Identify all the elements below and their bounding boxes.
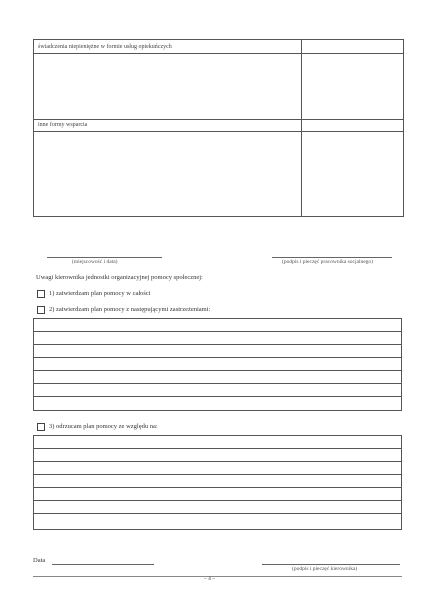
approve-fully-checkbox[interactable] xyxy=(37,290,45,298)
date-label: Data xyxy=(33,557,46,564)
date-line[interactable] xyxy=(52,564,154,565)
writing-line[interactable] xyxy=(34,345,401,358)
reject-checkbox[interactable] xyxy=(37,423,45,431)
writing-line[interactable] xyxy=(34,475,401,488)
manager-signature-line[interactable] xyxy=(262,564,400,565)
place-date-line[interactable] xyxy=(47,257,162,258)
table-column-divider xyxy=(301,40,302,216)
writing-line[interactable] xyxy=(34,436,401,449)
place-date-caption: (miejscowość i data) xyxy=(72,259,118,265)
writing-line[interactable] xyxy=(34,371,401,384)
writing-line[interactable] xyxy=(34,514,401,527)
page-number: – 4 – xyxy=(204,576,215,582)
approve-with-reservations-checkbox[interactable] xyxy=(37,306,45,314)
row-label-other-support: inne formy wsparcia xyxy=(38,122,88,128)
writing-line[interactable] xyxy=(34,384,401,397)
table-row-divider xyxy=(34,131,403,132)
manager-signature-caption: (podpis i pieczęć kierownika) xyxy=(292,566,358,572)
approve-fully-label: 1) zatwierdzam plan pomocy w całości xyxy=(49,290,151,297)
worker-signature-line[interactable] xyxy=(272,257,392,258)
rejection-reason-lines[interactable] xyxy=(33,435,402,530)
writing-line[interactable] xyxy=(34,462,401,475)
writing-line[interactable] xyxy=(34,397,401,410)
reservations-lines[interactable] xyxy=(33,318,402,411)
writing-line[interactable] xyxy=(34,358,401,371)
worker-signature-caption: (podpis i pieczęć pracownika socjalnego) xyxy=(282,259,374,265)
footer-rule xyxy=(33,576,402,577)
writing-line[interactable] xyxy=(34,501,401,514)
writing-line[interactable] xyxy=(34,332,401,345)
row-label-care-services: świadczenia niepieniężne w formie usług opiekuńczych xyxy=(38,44,172,50)
reject-label: 3) odrzucam plan pomocy ze względu na: xyxy=(49,423,158,430)
approve-with-reservations-label: 2) zatwierdzam plan pomocy z następującymi zastrzeżeniami: xyxy=(49,306,211,313)
writing-line[interactable] xyxy=(34,488,401,501)
remarks-heading: Uwagi kierownika jednostki organizacyjnej pomocy społecznej: xyxy=(36,274,203,281)
writing-line[interactable] xyxy=(34,319,401,332)
writing-line[interactable] xyxy=(34,449,401,462)
support-forms-table xyxy=(33,39,404,217)
table-row-divider xyxy=(34,119,403,120)
table-row-divider xyxy=(34,53,403,54)
